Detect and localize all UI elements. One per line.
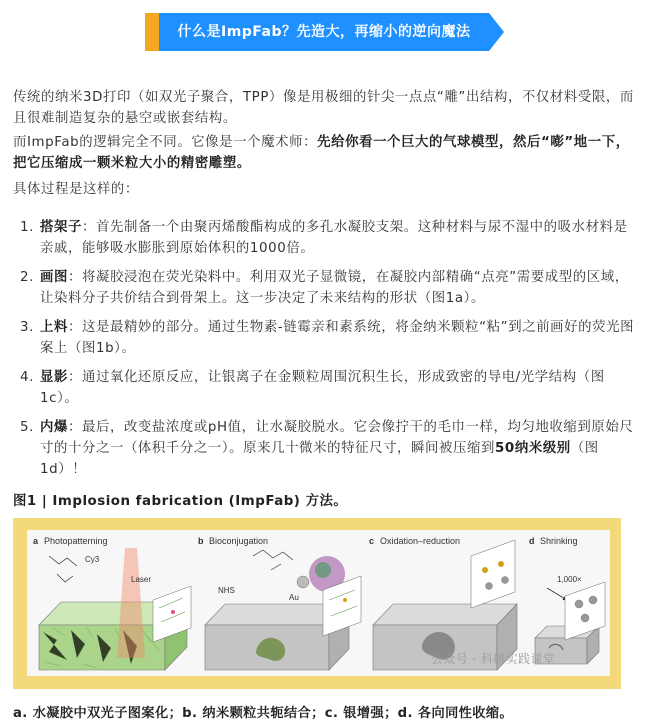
step-item xyxy=(20,367,640,409)
panel-label-c: Oxidation–reduction xyxy=(380,536,461,546)
step-item xyxy=(20,417,640,480)
figure-image xyxy=(27,530,610,676)
step-text: ：这是最精妙的部分。通过生物素-链霉亲和素系统，将金纳米颗粒“粘”到之前画好的荧光图案上（图1b）。 xyxy=(40,320,635,356)
panel-label-b: Bioconjugation xyxy=(209,536,269,546)
step-number: 2. xyxy=(20,270,34,285)
title-banner xyxy=(0,13,648,51)
banner-title: 什么是ImpFab？先造大，再缩小的逆向魔法 xyxy=(177,24,471,40)
laser-beam xyxy=(117,548,145,658)
step-text: ：最后，改变盐浓度或pH值，让水凝胶脱水。它会像拧干的毛巾一样，均匀地收缩到原始尺寸的十分之一（体积千分之一）。原来几十微米的特征尺寸，瞬间被压缩到 xyxy=(40,420,634,456)
banner-arrow xyxy=(489,13,504,51)
step-title: 内爆 xyxy=(40,420,68,435)
intro-paragraph-2-prefix: 而ImpFab的逻辑完全不同。它像是一个魔术师： xyxy=(13,135,318,150)
step-text: ：首先制备一个由聚丙烯酸酯构成的多孔水凝胶支架。这种材料与尿不湿中的吸水材料是亲戚，能够吸水膨胀到原始体积的1000倍。 xyxy=(40,220,628,256)
step-number: 4. xyxy=(20,370,34,385)
laser-label: Laser xyxy=(131,575,152,584)
step-number: 5. xyxy=(20,420,34,435)
panel-letter-c: c xyxy=(369,536,375,546)
panel-letter-a: a xyxy=(33,536,39,546)
figure-frame xyxy=(13,518,621,689)
banner-accent xyxy=(145,13,159,51)
panel-letter-b: b xyxy=(198,536,204,546)
panel-letter-d: d xyxy=(529,536,535,546)
figure-title: 图1 | Implosion fabrication (ImpFab) 方法。 xyxy=(13,494,348,509)
intro-paragraph-2 xyxy=(13,132,637,174)
step-item xyxy=(20,217,640,259)
figure-caption: a. 水凝胶中双光子图案化；b. 纳米颗粒共轭结合；c. 银增强；d. 各向同性收缩。 xyxy=(13,706,514,721)
intro-paragraph-1: 传统的纳米3D打印（如双光子聚合，TPP）像是用极细的针尖一点点“雕”出结构，不仅材料受限，而且很难制造复杂的悬空或嵌套结构。 xyxy=(13,90,634,126)
nhs-label: NHS xyxy=(218,586,235,595)
step-text: ：将凝胶浸泡在荧光染料中。利用双光子显微镜，在凝胶内部精确“点亮”需要成型的区域，让染料分子共价结合到骨架上。这一步决定了未来结构的形状（图1a）。 xyxy=(40,270,629,306)
watermark: 公众号 · 科研实践课堂 xyxy=(431,652,556,666)
step-number: 1. xyxy=(20,220,34,235)
step-title: 画图 xyxy=(40,270,68,285)
step-highlight: 50纳米级别 xyxy=(495,441,571,456)
step-number: 3. xyxy=(20,320,34,335)
panel-a-hydrogel xyxy=(39,548,191,670)
dye-label: Cy3 xyxy=(85,555,100,564)
step-text: ：通过氧化还原反应，让银离子在金颗粒周围沉积生长，形成致密的导电/光学结构（图1c）。 xyxy=(40,370,605,406)
step-text-tail: （图1d）！ xyxy=(40,441,599,477)
intro-paragraph-3: 具体过程是这样的： xyxy=(13,182,139,197)
step-item xyxy=(20,317,640,359)
panel-b-bioconjugation xyxy=(205,550,361,670)
step-title: 搭架子 xyxy=(40,220,82,235)
gold-particle xyxy=(297,576,309,588)
shrink-scale-label: 1,000× xyxy=(557,575,582,584)
step-item xyxy=(20,267,640,309)
process-steps-list xyxy=(20,217,640,488)
panel-label-d: Shrinking xyxy=(540,536,578,546)
step-title: 显影 xyxy=(40,370,68,385)
panel-label-a: Photopatterning xyxy=(44,536,108,546)
intro-paragraph-2-highlight: 先给你看一个巨大的气球模型，然后“嘭”地一下，把它压缩成一颗米粒大小的精密雕塑。 xyxy=(13,135,630,171)
au-label: Au xyxy=(289,593,299,602)
step-title: 上料 xyxy=(40,320,68,335)
